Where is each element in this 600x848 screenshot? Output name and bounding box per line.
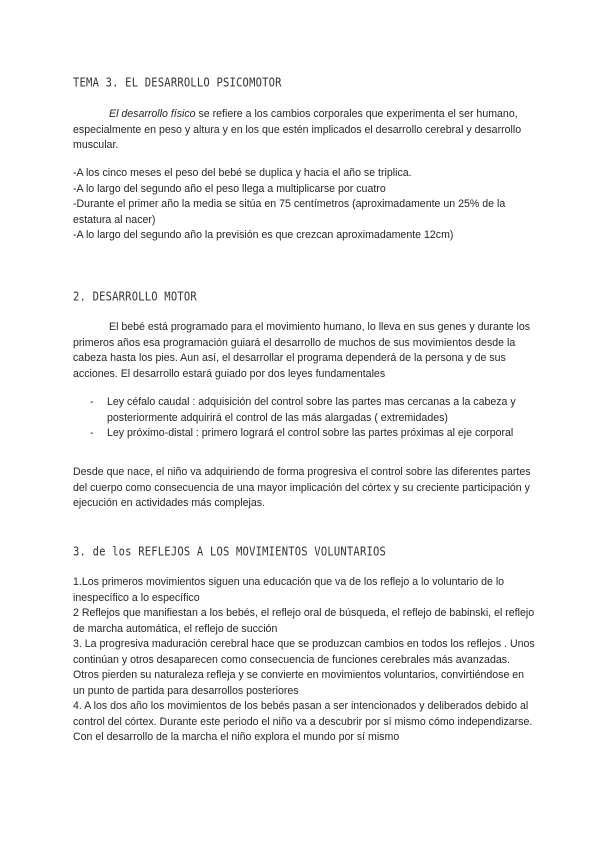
intro-term: El desarrollo físico	[109, 108, 196, 120]
growth-fact-line: -A lo largo del segundo año el peso llega a multiplicarse por cuatro	[73, 182, 386, 195]
section-heading-tema-3: TEMA 3. EL DESARROLLO PSICOMOTOR	[73, 76, 282, 90]
intro-text: se refiere a los cambios corporales que experimenta el ser humano, especialmente en peso y altura y en los que estén implicados el desarrollo cerebral y desarrollo muscular.	[73, 108, 522, 151]
law-text-proximo-distal: Ley próximo-distal : primero logrará el control sobre las partes próximas al eje corporal	[107, 427, 514, 439]
section-heading-reflejos: 3. de los REFLEJOS A LOS MOVIMIENTOS VOLUNTARIOS	[73, 545, 387, 559]
laws-list	[90, 395, 520, 442]
motor-paragraph: El bebé está programado para el movimiento humano, lo lleva en sus genes y durante los primeros años esa programación guiará el desarrollo de muchos de sus movimientos desde la cabeza hasta los pies. Aun así, el desarrollar el programa dependerá de la persona y de sus acciones. El desarrollo estará guiado por dos leyes fundamentales	[73, 321, 531, 380]
motor-closing-paragraph: Desde que nace, el niño va adquiriendo de forma progresiva el control sobre las diferentes partes del cuerpo como consecuencia de una mayor implicación del córtex y su creciente participación y ejecución en actividades más complejas.	[73, 466, 531, 509]
growth-fact-line: -Durante el primer año la media se sitúa en 75 centímetros (aproximadamente un 25% de la estatura al nacer)	[73, 198, 506, 226]
growth-fact-line: -A los cinco meses el peso del bebé se duplica y hacia el año se triplica.	[73, 167, 412, 179]
growth-fact-line: -A lo largo del segundo año la previsión es que crezcan aproximadamente 12cm)	[73, 229, 454, 241]
list-item: 2 Reflejos que manifiestan a los bebés, el reflejo oral de búsqueda, el reflejo de babinski, el reflejo de marcha automática, el reflejo de succión	[73, 607, 535, 635]
reflexes-list	[73, 575, 535, 746]
list-item	[90, 395, 520, 426]
list-item: 1.Los primeros movimientos siguen una educación que va de los reflejo a lo voluntario de lo inespecífico a lo específico	[73, 576, 505, 604]
bullet-dash: -	[90, 396, 94, 408]
list-item	[90, 426, 520, 442]
intro-paragraph	[73, 107, 535, 154]
bullet-dash: -	[90, 427, 94, 439]
section-heading-desarrollo-motor: 2. DESARROLLO MOTOR	[73, 290, 197, 304]
growth-facts-list	[73, 166, 535, 244]
list-item: 3. La progresiva maduración cerebral hace que se produzcan cambios en todos los reflejos . Unos continúan y otros desaparecen como consecuencia de funciones cerebrales más avanzadas. Otros pierden su naturaleza refleja y se convierte en movimientos voluntarios, convirtiéndose en un punto de partida para desarrollos posteriores	[73, 638, 535, 697]
list-item: 4. A los dos año los movimientos de los bebés pasan a ser intencionados y deliberados debido al control del córtex. Durante este periodo el niño va a descubrir por sí mismo cómo independizarse. Con el desarrollo de la marcha el niño explora el mundo por sí mismo	[73, 700, 533, 743]
law-text-cefalo-caudal: Ley céfalo caudal : adquisición del control sobre las partes mas cercanas a la cabeza y posteriormente adquirirá el control de las más alargadas ( extremidades)	[107, 396, 516, 424]
